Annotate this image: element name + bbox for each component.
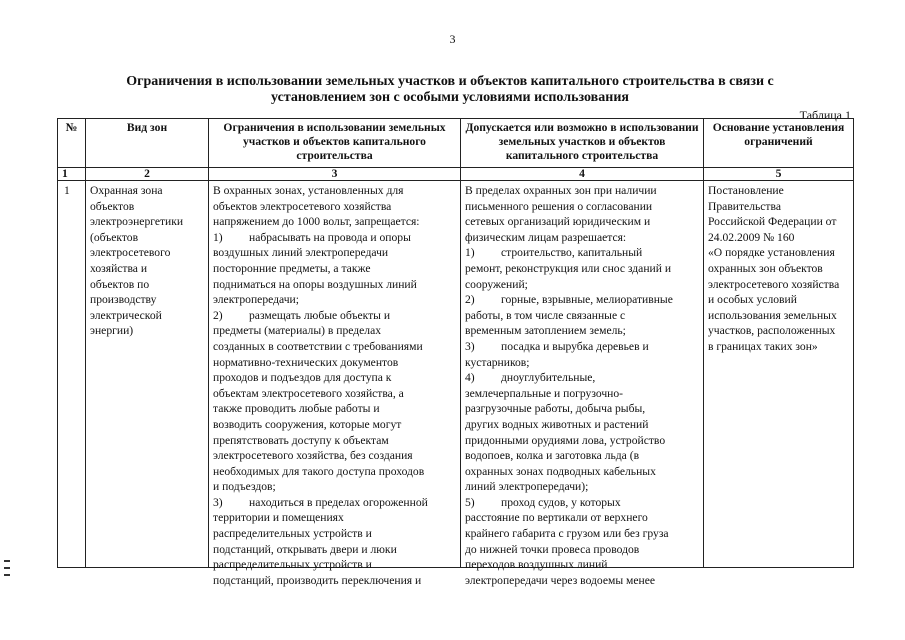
column-number-row <box>58 168 854 181</box>
column-number: 5 <box>704 168 854 181</box>
text-line: электропередачи через водоемы менее <box>465 573 656 587</box>
text-line: (объектов <box>90 230 139 244</box>
text-line: объектам электросетевого хозяйства, а <box>213 386 404 400</box>
column-number: 4 <box>461 168 704 181</box>
text-line: электросетевого хозяйства <box>708 277 840 291</box>
item-number: 1) <box>465 246 475 260</box>
text-line: подстанций, открывать двери и люки <box>213 542 397 556</box>
text-line: сооружений; <box>465 277 528 291</box>
allowed-text <box>465 183 699 587</box>
document-title: Ограничения в использовании земельных участков и объектов капитального строительства в связи с установлением зон с особыми условиями использования <box>126 74 774 105</box>
text-line: воздушных линий электропередачи <box>213 246 389 260</box>
zone-type-text <box>90 183 204 565</box>
item-number: 5) <box>465 495 475 509</box>
text-line: электропередачи; <box>213 293 299 307</box>
text-line: землечерпальные и погрузочно- <box>465 386 624 400</box>
text-line: распределительных устройств и <box>213 527 372 541</box>
header-restrictions: Ограничения в использовании земельных участков и объектов капитального строительства <box>209 119 461 168</box>
zone-type-cell <box>86 181 209 568</box>
enumerated-line <box>213 495 456 511</box>
text-line: сетевых организаций юридическим и <box>465 215 651 229</box>
text-line: крайнего габарита с грузом или без груза <box>465 527 669 541</box>
text-line: переходов воздушных линий <box>465 558 608 572</box>
enumerated-line <box>465 370 699 386</box>
item-number: 4) <box>465 371 475 385</box>
text-line: участков, расположенных <box>708 324 836 338</box>
text-line: возводить сооружения, которые могут <box>213 417 402 431</box>
text-line: письменного решения о согласовании <box>465 199 653 213</box>
text-line: электросетевого <box>90 246 171 260</box>
text-line: линий электропередачи); <box>465 480 589 494</box>
text-line: охранных зонах подводных кабельных <box>465 464 656 478</box>
text-line: созданных в соответствии с требованиями <box>213 339 423 353</box>
header-basis: Основание установления ограничений <box>704 119 854 168</box>
text-line: производству <box>90 293 157 307</box>
text-line: энергии) <box>90 324 134 338</box>
enumerated-line <box>465 245 699 261</box>
column-number: 1 <box>58 168 86 181</box>
text-line: 24.02.2009 № 160 <box>708 230 795 244</box>
header-allowed: Допускается или возможно в использовании земельных участков и объектов капитального строительства <box>461 119 704 168</box>
table-row <box>58 181 854 568</box>
text-line: Постановление <box>708 184 784 197</box>
enumerated-line <box>213 308 456 324</box>
restrictions-cell <box>209 181 461 587</box>
text-line: объектов по <box>90 277 150 291</box>
restrictions-table <box>57 118 854 587</box>
text-line: электросетевого хозяйства, без создания <box>213 449 413 463</box>
text-line: придонными орудиями лова, устройство <box>465 433 666 447</box>
item-text: проход судов, у которых <box>501 495 621 509</box>
text-line: В пределах охранных зон при наличии <box>465 184 657 197</box>
enumerated-line <box>465 292 699 308</box>
page-number: 3 <box>449 32 456 46</box>
text-line: электроэнергетики <box>90 215 184 229</box>
text-line: Охранная зона <box>90 184 163 197</box>
item-text: горные, взрывные, мелиоративные <box>501 293 673 307</box>
item-number: 1) <box>213 230 223 244</box>
text-line: объектов электросетевого хозяйства <box>213 199 392 213</box>
text-line: водопоев, колка и заготовка льда (в <box>465 449 640 463</box>
text-line: нормативно-технических документов <box>213 355 399 369</box>
item-number: 3) <box>213 495 223 509</box>
item-text: набрасывать на провода и опоры <box>249 230 411 244</box>
text-line: работы, в том числе связанные с <box>465 308 626 322</box>
text-line: «О порядке установления <box>708 246 835 260</box>
item-text: находиться в пределах огороженной <box>249 495 428 509</box>
text-line: и подъездов; <box>213 480 276 494</box>
basis-cell <box>704 181 854 568</box>
text-line: в границах таких зон» <box>708 339 818 353</box>
text-line: проходов и подъездов для доступа к <box>213 371 392 385</box>
text-line: Правительства <box>708 199 781 213</box>
text-line: объектов <box>90 199 135 213</box>
text-line: разгрузочные работы, добыча рыбы, <box>465 402 646 416</box>
item-text: посадка и вырубка деревьев и <box>501 339 649 353</box>
text-line: физическим лицам разрешается: <box>465 230 627 244</box>
text-line: В охранных зонах, установленных для <box>213 184 404 197</box>
text-line: и особых условий <box>708 293 797 307</box>
item-number: 2) <box>213 308 223 322</box>
text-line: временным затоплением земель; <box>465 324 626 338</box>
table-caption: Таблица 1 <box>799 108 851 122</box>
table-header-row <box>58 119 854 168</box>
text-line: подстанций, производить переключения и <box>213 573 422 587</box>
margin-marks <box>4 560 10 590</box>
restrictions-text <box>213 183 456 587</box>
item-number: 3) <box>465 339 475 353</box>
column-number: 3 <box>209 168 461 181</box>
text-line: других водных животных и растений <box>465 417 649 431</box>
text-line: расстояние по вертикали от верхнего <box>465 511 648 525</box>
item-text: размещать любые объекты и <box>249 308 391 322</box>
text-line: кустарников; <box>465 355 530 369</box>
enumerated-line <box>213 230 456 246</box>
text-line: напряжением до 1000 вольт, запрещается: <box>213 215 420 229</box>
item-text: дноуглубительные, <box>501 371 596 385</box>
enumerated-line <box>465 339 699 355</box>
text-line: до нижней точки провеса проводов <box>465 542 640 556</box>
text-line: подниматься на опоры воздушных линий <box>213 277 417 291</box>
text-line: распределительных устройств и <box>213 558 372 572</box>
enumerated-line <box>465 495 699 511</box>
text-line: хозяйства и <box>90 261 148 275</box>
text-line: необходимых для такого доступа проходов <box>213 464 425 478</box>
header-number: № <box>58 119 86 168</box>
text-line: ремонт, реконструкция или снос зданий и <box>465 261 672 275</box>
column-number: 2 <box>86 168 209 181</box>
row-number: 1 <box>58 181 86 568</box>
item-number: 2) <box>465 293 475 307</box>
basis-text <box>708 183 849 565</box>
text-line: охранных зон объектов <box>708 261 823 275</box>
header-zone-type: Вид зон <box>86 119 209 168</box>
item-text: строительство, капитальный <box>501 246 643 260</box>
text-line: использования земельных <box>708 308 837 322</box>
text-line: также проводить любые работы и <box>213 402 380 416</box>
text-line: Российской Федерации от <box>708 215 837 229</box>
text-line: посторонние предметы, а также <box>213 261 371 275</box>
text-line: электрической <box>90 308 162 322</box>
text-line: предметы (материалы) в пределах <box>213 324 382 338</box>
text-line: препятствовать доступу к объектам <box>213 433 389 447</box>
text-line: территории и помещениях <box>213 511 344 525</box>
allowed-cell <box>461 181 704 587</box>
